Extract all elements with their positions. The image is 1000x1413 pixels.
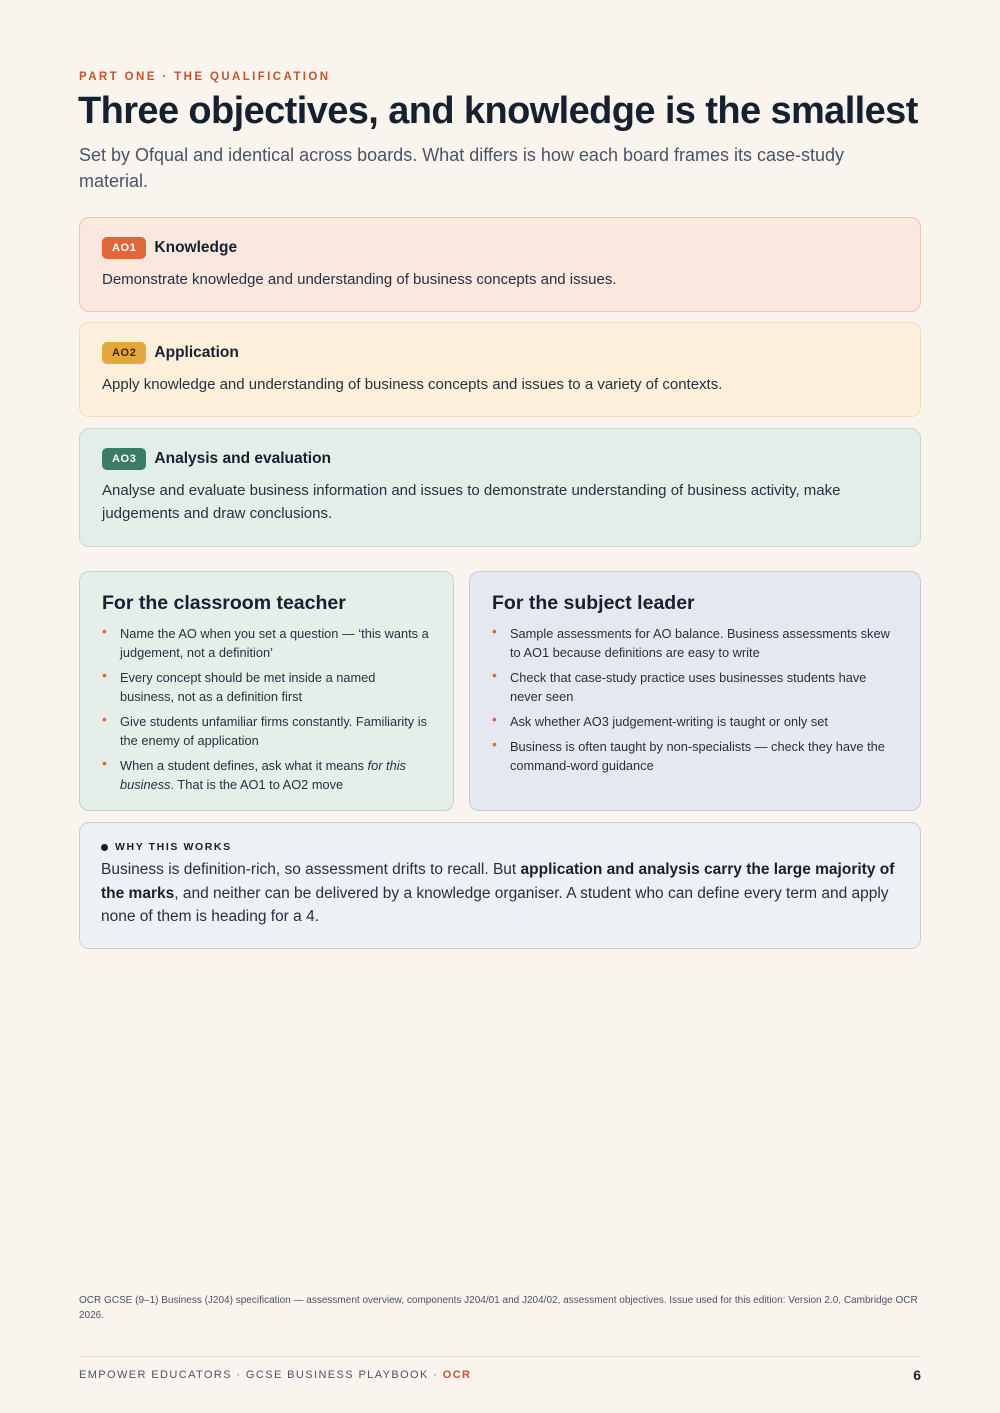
list-item: • Every concept should be met inside a named business, not as a definition first — [102, 667, 376, 704]
page-footer — [79, 1367, 921, 1383]
bullet-icon: • — [102, 711, 107, 727]
list-item: • Check that case-study practice uses businesses students have never seen — [492, 667, 867, 704]
ao3-description: Analyse and evaluate business information and issues to demonstrate understanding of business activity, make judgements and draw conclusions. — [102, 482, 841, 522]
footer-board: OCR — [442, 1369, 472, 1381]
footer-divider — [79, 1356, 921, 1357]
footer-publication: EMPOWER EDUCATORS · GCSE BUSINESS PLAYBOOK · OCR — [79, 1369, 472, 1381]
page-subtitle: Set by Ofqual and identical across boards. What differs is how each board frames its case-study material. — [79, 145, 845, 191]
dot-icon — [101, 844, 108, 851]
teacher-list — [102, 624, 431, 794]
bullet-icon: • — [492, 623, 497, 639]
ao2-name: Application — [154, 344, 239, 361]
ao1-description: Demonstrate knowledge and understanding of business concepts and issues. — [102, 271, 617, 288]
ao1-name: Knowledge — [154, 239, 238, 256]
bullet-icon: • — [492, 667, 497, 683]
ao2-description: Apply knowledge and understanding of business concepts and issues to a variety of contexts. — [102, 376, 723, 393]
why-this-works-callout — [79, 822, 921, 949]
leader-list — [492, 624, 898, 775]
ao3-card — [79, 428, 921, 547]
page — [79, 0, 921, 1413]
ao3-name: Analysis and evaluation — [154, 450, 332, 467]
ao1-badge: AO1 — [102, 237, 146, 259]
classroom-teacher-panel — [79, 571, 454, 811]
page-title: Three objectives, and knowledge is the smallest — [78, 90, 918, 132]
list-item: • Give students unfamiliar firms constantly. Familiarity is the enemy of application — [102, 711, 427, 748]
list-item: • Name the AO when you set a question — ‘this wants a judgement, not a definition’ — [102, 623, 429, 660]
subject-leader-panel — [469, 571, 921, 811]
section-eyebrow: PART ONE · THE QUALIFICATION — [79, 71, 331, 83]
ao2-card — [79, 322, 921, 417]
bullet-icon: • — [102, 623, 107, 639]
bullet-icon: • — [492, 711, 497, 727]
bullet-icon: • — [102, 755, 107, 771]
ao1-card — [79, 217, 921, 312]
why-text: Business is definition-rich, so assessment drifts to recall. But application and analysis carry the large majority of the marks, and neither can be delivered by a knowledge organiser. A student who can define every term and apply none of them is heading for a 4. — [101, 861, 895, 925]
list-item: • Ask whether AO3 judgement-writing is taught or only set — [492, 711, 828, 729]
page-number: 6 — [913, 1367, 921, 1383]
source-citation: OCR GCSE (9–1) Business (J204) specification — assessment overview, components J204/01 and J204/02, assessment objectives. Issue used for this edition: Version 2.0, Cambridge OCR 2026. — [79, 1295, 918, 1321]
bullet-icon: • — [492, 736, 497, 752]
ao2-badge: AO2 — [102, 342, 146, 364]
ao3-badge: AO3 — [102, 448, 146, 470]
panel-title: For the subject leader — [492, 592, 695, 614]
list-item: • When a student defines, ask what it means for this business. That is the AO1 to AO2 move — [102, 755, 406, 792]
why-label: WHY THIS WORKS — [101, 841, 899, 853]
list-item: • Sample assessments for AO balance. Business assessments skew to AO1 because definitions are easy to write — [492, 623, 890, 660]
bullet-icon: • — [102, 667, 107, 683]
list-item: • Business is often taught by non-specialists — check they have the command-word guidance — [492, 736, 885, 773]
panel-title: For the classroom teacher — [102, 592, 346, 614]
